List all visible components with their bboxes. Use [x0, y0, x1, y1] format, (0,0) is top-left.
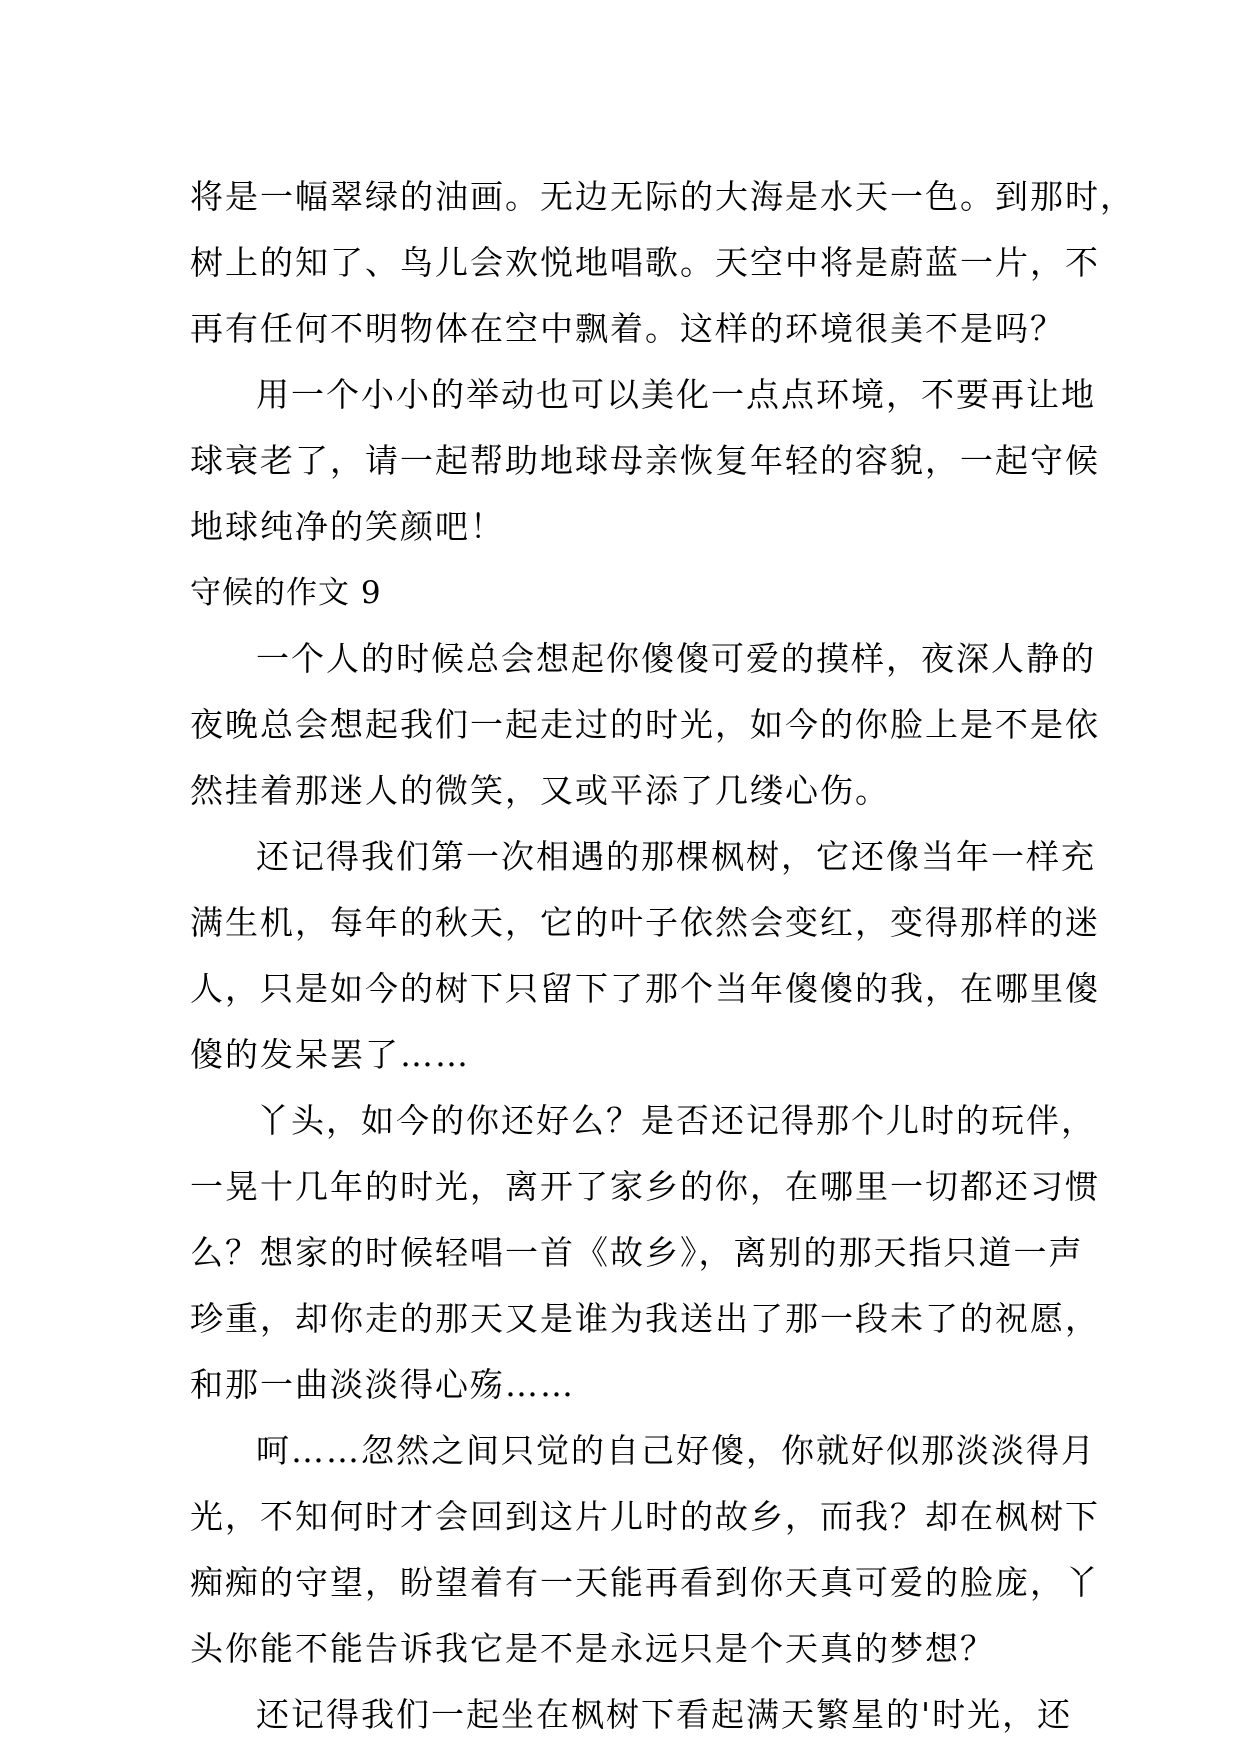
text-line: 将是一幅翠绿的油画。无边无际的大海是水天一色。到那时，	[190, 177, 1135, 216]
text-line: 么？想家的时候轻唱一首《故乡》，离别的那天指只道一声	[190, 1233, 1084, 1272]
text-line: 然挂着那迷人的微笑，又或平添了几缕心伤。	[190, 771, 890, 810]
paragraph-start-line: 用一个小小的举动也可以美化一点点环境，不要再让地	[256, 375, 1096, 414]
text-line: 满生机，每年的秋天，它的叶子依然会变红，变得那样的迷	[190, 903, 1100, 942]
text-line: 人，只是如今的树下只留下了那个当年傻傻的我，在哪里傻	[190, 969, 1100, 1008]
paragraph-start-line: 呵……忽然之间只觉的自己好傻，你就好似那淡淡得月	[256, 1431, 1096, 1470]
text-line: 珍重，却你走的那天又是谁为我送出了那一段未了的祝愿，	[190, 1299, 1100, 1338]
text-line: 夜晚总会想起我们一起走过的时光，如今的你脸上是不是依	[190, 705, 1100, 744]
text-line: 地球纯净的笑颜吧！	[190, 507, 505, 546]
text-line: 头你能不能告诉我它是不是永远只是个天真的梦想？	[190, 1629, 995, 1668]
text-line: 痴痴的守望，盼望着有一天能再看到你天真可爱的脸庞，丫	[190, 1563, 1100, 1602]
paragraph-start-line: 还记得我们一起坐在枫树下看起满天繁星的'时光，还	[256, 1695, 1073, 1734]
paragraph-start-line: 丫头，如今的你还好么？是否还记得那个儿时的玩伴，	[256, 1101, 1096, 1140]
section-heading: 守候的作文 9	[190, 575, 382, 611]
paragraph-start-line: 一个人的时候总会想起你傻傻可爱的摸样，夜深人静的	[256, 639, 1096, 678]
document-body	[190, 164, 1135, 1748]
text-line: 一晃十几年的时光，离开了家乡的你，在哪里一切都还习惯	[190, 1167, 1100, 1206]
text-line: 球衰老了，请一起帮助地球母亲恢复年轻的容貌，一起守候	[190, 441, 1100, 480]
text-line: 和那一曲淡淡得心殇……	[190, 1365, 575, 1404]
text-line: 树上的知了、鸟儿会欢悦地唱歌。天空中将是蔚蓝一片，不	[190, 243, 1100, 282]
paragraph-start-line: 还记得我们第一次相遇的那棵枫树，它还像当年一样充	[256, 837, 1096, 876]
text-line: 再有任何不明物体在空中飘着。这样的环境很美不是吗？	[190, 309, 1065, 348]
text-line: 傻的发呆罢了……	[190, 1035, 470, 1074]
text-line: 光，不知何时才会回到这片儿时的故乡，而我？却在枫树下	[190, 1497, 1100, 1536]
